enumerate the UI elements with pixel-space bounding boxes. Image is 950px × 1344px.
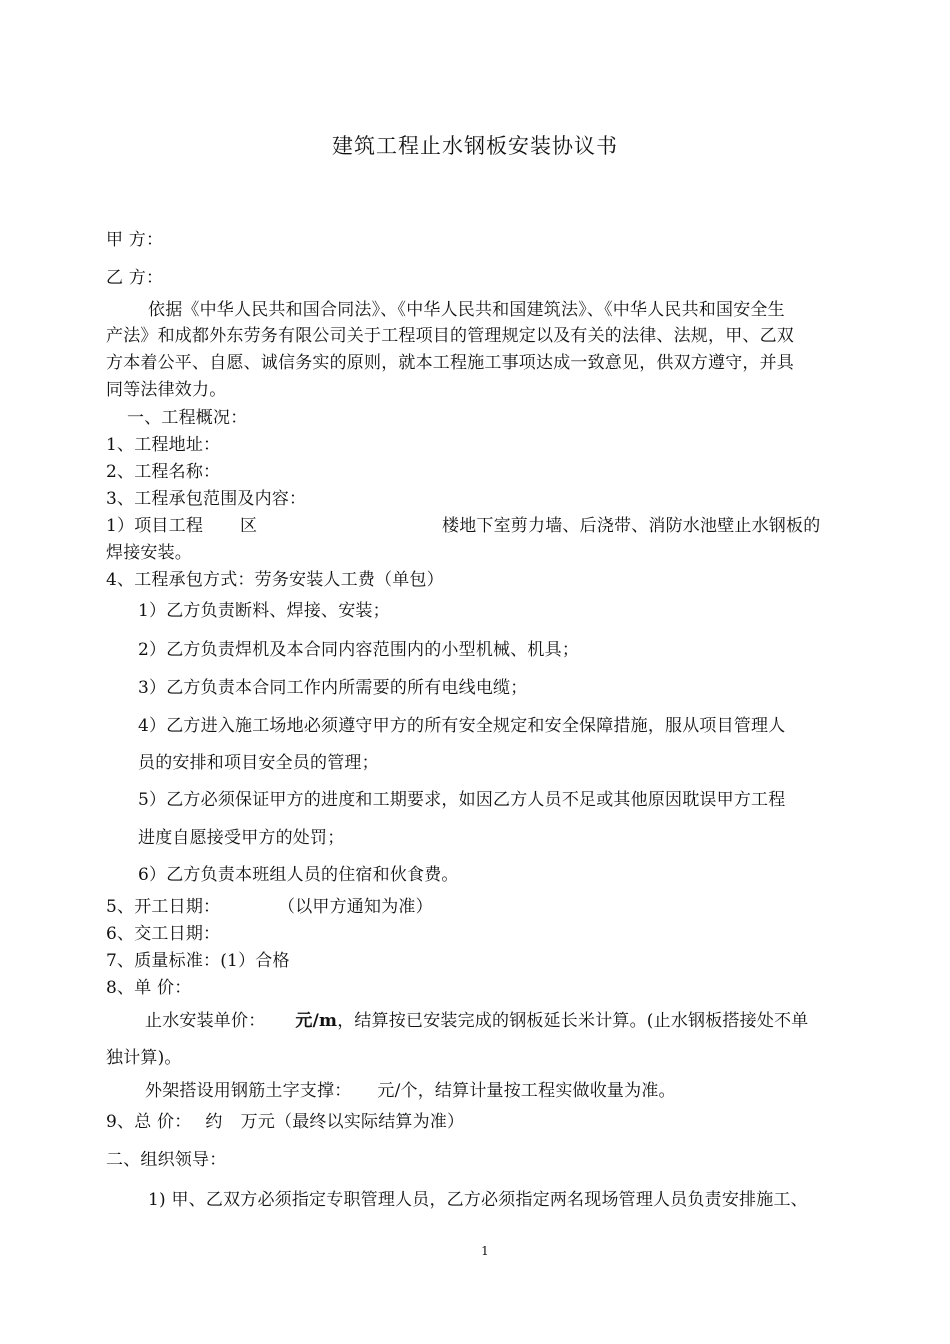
intro-line-3: 方本着公平、自愿、诚信务实的原则，就本工程施工事项达成一致意见，供双方遵守，并具 (106, 353, 794, 373)
intro-line-4: 同等法律效力。 (106, 380, 227, 400)
item-9-label: 9、总 价： (106, 1112, 192, 1132)
sub-item-3: 3）乙方负责本合同工作内所需要的所有电线电缆； (138, 678, 528, 698)
item-9-total-price (106, 1111, 464, 1133)
item-3-1-content: 楼地下室剪力墙、后浇带、消防水池壁止水钢板的 (442, 516, 821, 536)
price-waterstop-rule: ，结算按已安装完成的钢板延长米计算。(止水钢板搭接处不单 (337, 1011, 809, 1031)
sub-item-4-continued: 员的安排和项目安全员的管理； (138, 753, 379, 773)
item-3-1-zone: 区 (240, 516, 258, 536)
sub-item-2: 2）乙方负责焊机及本合同内容范围内的小型机械、机具； (138, 640, 580, 660)
item-3-scope: 3、工程承包范围及内容： (106, 489, 307, 509)
sub-item-1: 1）乙方负责断料、焊接、安装； (138, 601, 390, 621)
item-7-quality: 7、质量标准：(1）合格 (106, 951, 290, 971)
item-5-start-date: 5、开工日期： (106, 897, 221, 917)
section-1-heading: 一、工程概况： (127, 408, 248, 428)
price-waterstop-label: 止水安装单价： (145, 1011, 266, 1031)
section-2-heading: 二、组织领导： (106, 1150, 227, 1170)
price-support-rule: 元/个，结算计量按工程实做收量为准。 (377, 1081, 676, 1101)
party-a-label: 甲 方： (106, 230, 164, 250)
item-5-start-note: （以甲方通知为准） (278, 897, 433, 917)
sub-item-6: 6）乙方负责本班组人员的住宿和伙食费。 (138, 865, 459, 885)
item-2-project-name: 2、工程名称： (106, 462, 221, 482)
item-9-approx: 约 (205, 1112, 223, 1132)
page-number: 1 (481, 1244, 489, 1258)
item-3-1-continued: 焊接安装。 (106, 543, 192, 563)
sub-item-5-continued: 进度自愿接受甲方的处罚； (138, 828, 345, 848)
sub-item-5: 5）乙方必须保证甲方的进度和工期要求，如因乙方人员不足或其他原因耽误甲方工程 (138, 790, 786, 810)
price-line-1-continued: 独计算)。 (106, 1048, 182, 1068)
document-title: 建筑工程止水钢板安装协议书 (332, 134, 618, 158)
item-6-finish-date: 6、交工日期： (106, 924, 221, 944)
item-4-contract-mode: 4、工程承包方式：劳务安装人工费（单包） (106, 570, 444, 590)
item-1-address: 1、工程地址： (106, 435, 221, 455)
price-line-2 (145, 1080, 676, 1102)
price-waterstop-unit: 元/m (295, 1011, 338, 1031)
price-line-1 (145, 1010, 808, 1032)
sub-item-4: 4）乙方进入施工场地必须遵守甲方的所有安全规定和安全保障措施，服从项目管理人 (138, 716, 786, 736)
party-b-label: 乙 方： (106, 268, 164, 288)
item-3-1-project: 1）项目工程 (106, 516, 204, 536)
intro-line-2: 产法》和成都外东劳务有限公司关于工程项目的管理规定以及有关的法律、法规，甲、乙双 (106, 326, 794, 346)
price-support-label: 外架搭设用钢筋土字支撑： (145, 1081, 352, 1101)
item-9-amount-note: 万元（最终以实际结算为准） (240, 1112, 465, 1132)
item-8-unit-price: 8、单 价： (106, 978, 192, 998)
org-item-1: 1) 甲、乙双方必须指定专职管理人员，乙方必须指定两名现场管理人员负责安排施工、 (148, 1190, 808, 1210)
intro-line-1: 依据《中华人民共和国合同法》、《中华人民共和国建筑法》、《中华人民共和国安全生 (148, 300, 785, 320)
